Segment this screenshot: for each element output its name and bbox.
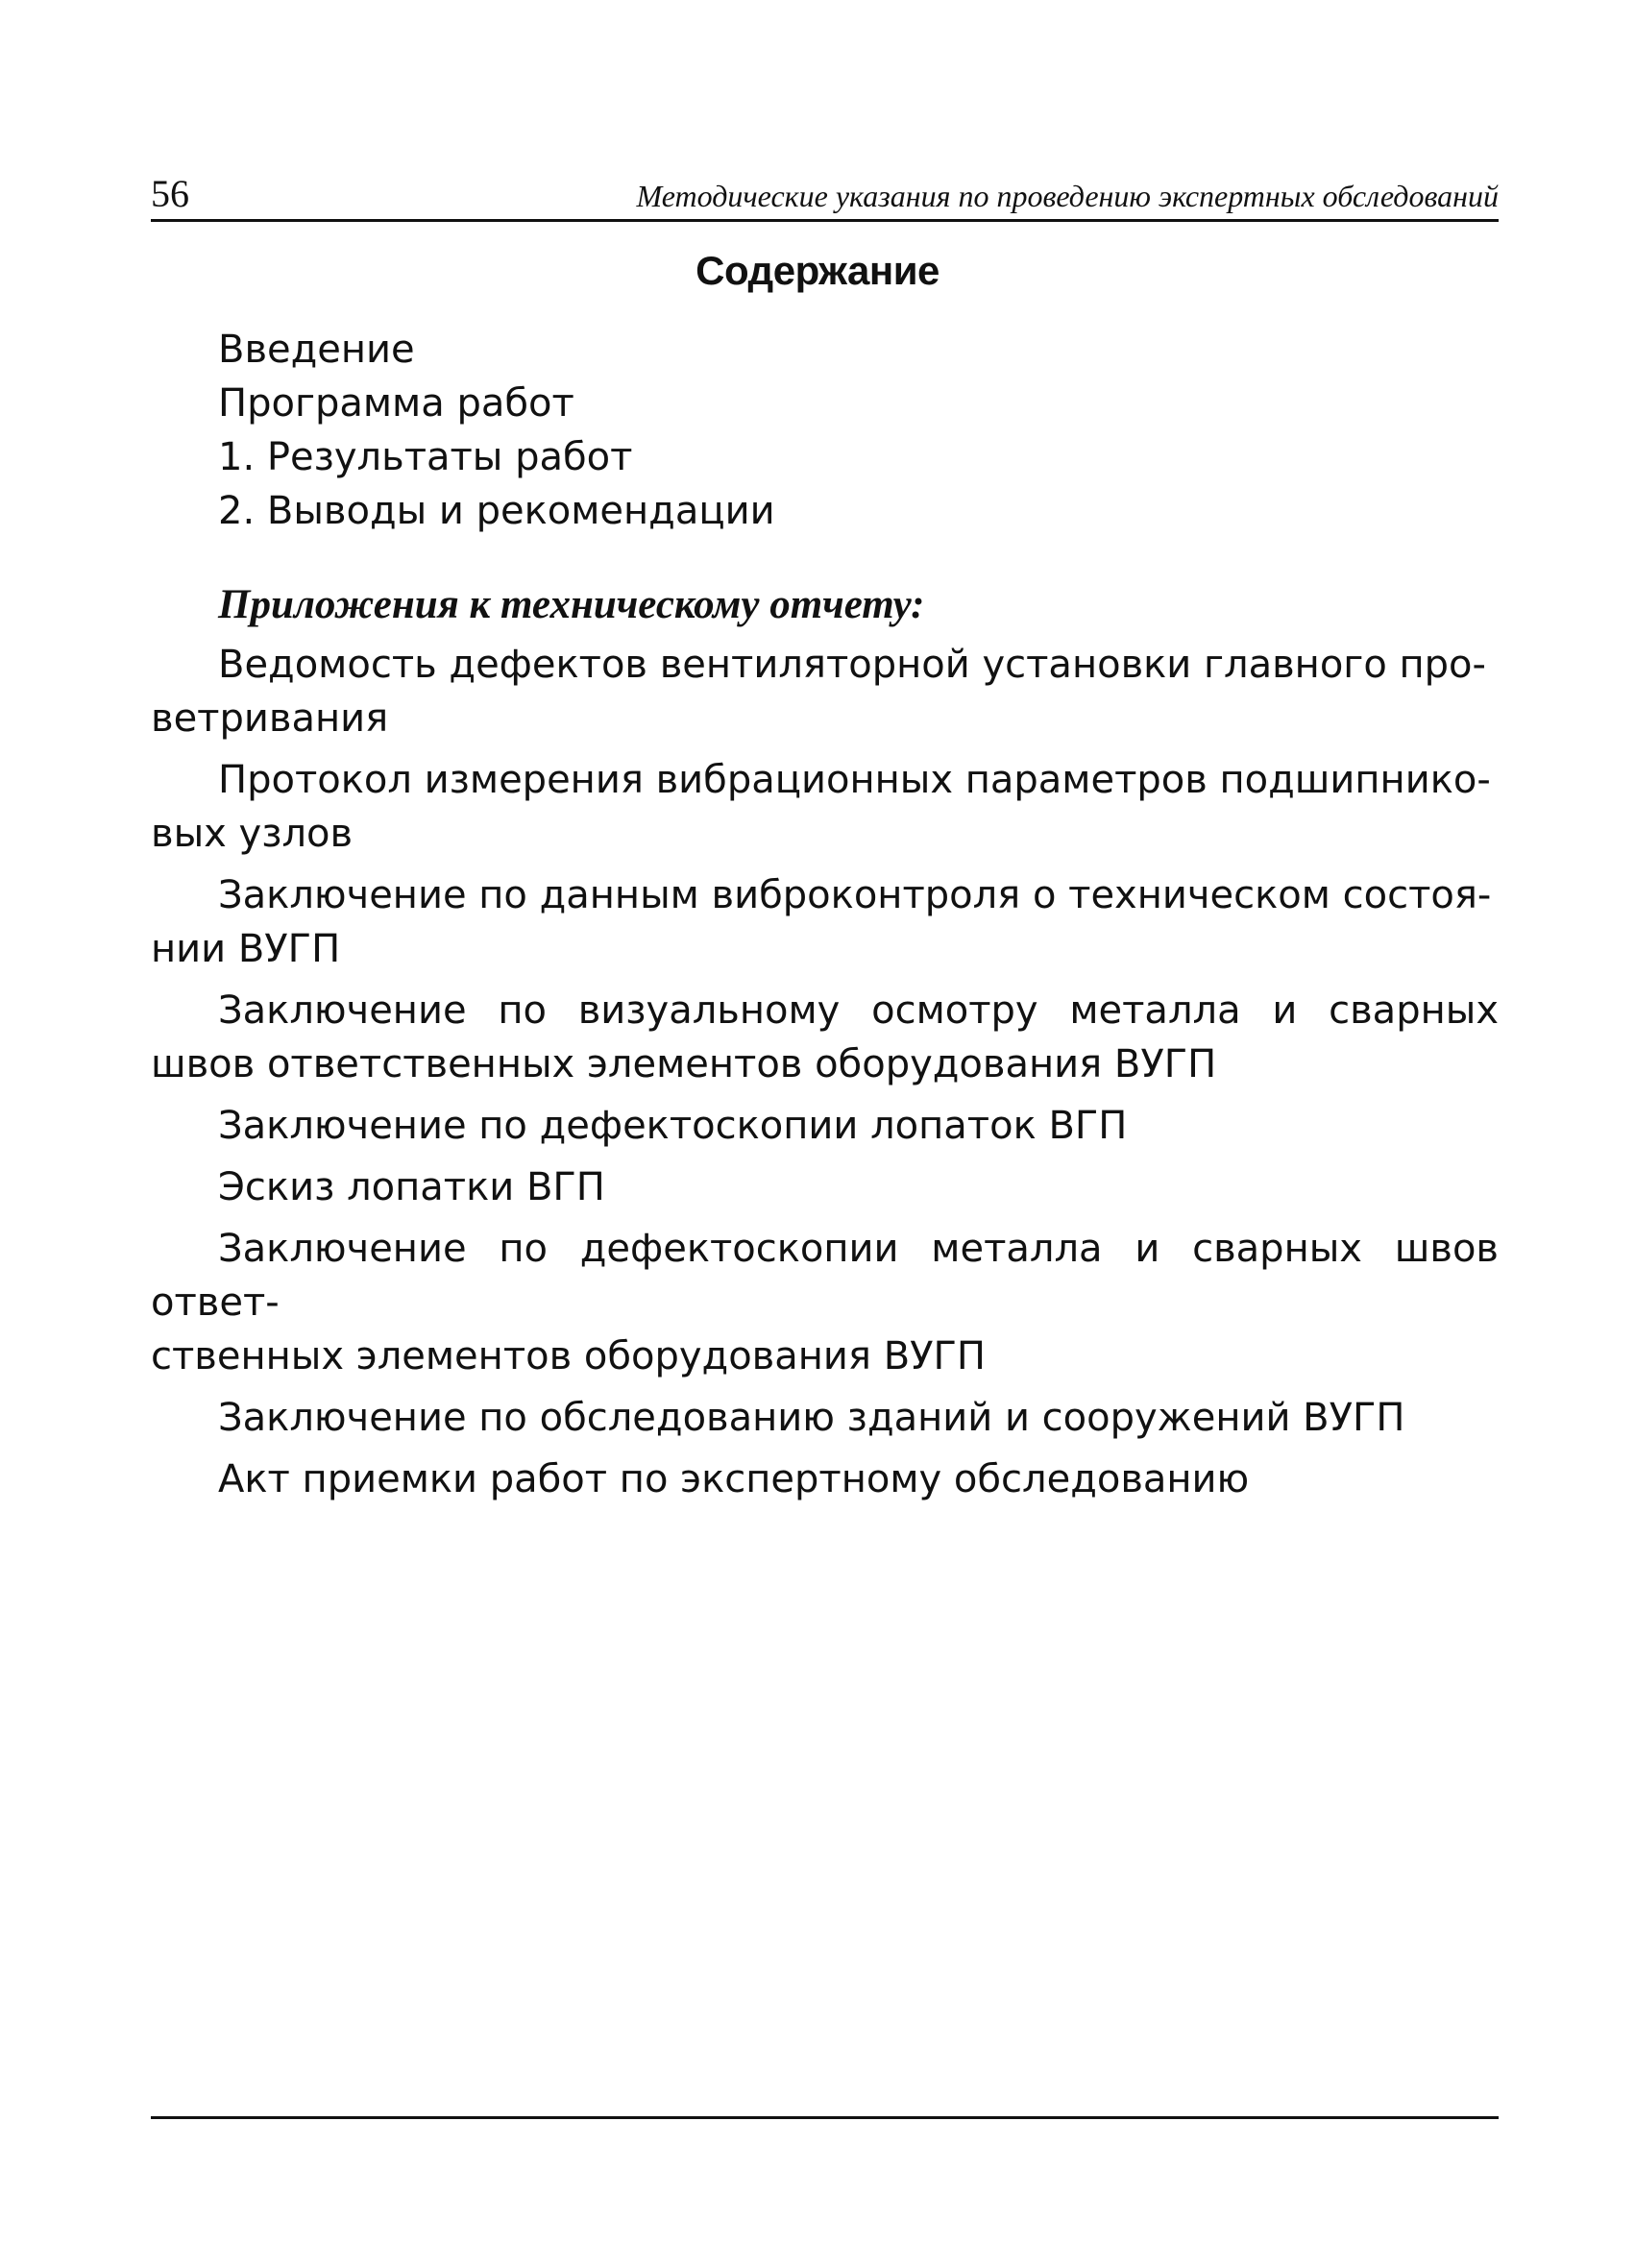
appendix-item-blade-sketch: Эскиз лопатки ВГП xyxy=(218,1165,605,1209)
toc-title: Содержание xyxy=(695,248,940,293)
toc-item-work-program: Программа работ xyxy=(218,381,574,426)
toc-item-introduction: Введение xyxy=(218,328,415,372)
running-title: Методические указания по проведению экспертных обследований xyxy=(636,179,1499,213)
table-of-contents xyxy=(151,323,1499,1514)
appendix-item-vibration-conclusion: Заключение по данным виброконтроля о техническом состоя- нии ВУГП xyxy=(151,873,1492,971)
footer-rule xyxy=(151,2116,1499,2119)
appendix-item-defects-list: Ведомость дефектов вентиляторной установки главного про- ветривания xyxy=(151,643,1486,741)
appendix-item-visual-inspection: Заключение по визуальному осмотру металла и сварных швов ответственных элементов оборудования ВУГП xyxy=(151,988,1499,1086)
toc-item-results: 1. Результаты работ xyxy=(218,435,633,479)
appendix-heading: Приложения к техническому отчету: xyxy=(218,582,925,627)
page-number: 56 xyxy=(151,172,189,215)
page-header xyxy=(151,163,1499,222)
appendix-item-metal-testing: Заключение по дефектоскопии металла и сварных швов ответ- ственных элементов оборудования ВУГП xyxy=(151,1227,1499,1378)
appendix-item-blade-testing: Заключение по дефектоскопии лопаток ВГП xyxy=(218,1104,1128,1148)
toc-item-conclusions: 2. Выводы и рекомендации xyxy=(218,489,775,533)
appendix-item-vibration-protocol: Протокол измерения вибрационных параметров подшипнико- вых узлов xyxy=(151,758,1491,856)
appendix-item-acceptance-act: Акт приемки работ по экспертному обследованию xyxy=(218,1457,1250,1501)
appendix-item-buildings-survey: Заключение по обследованию зданий и сооружений ВУГП xyxy=(218,1396,1405,1440)
